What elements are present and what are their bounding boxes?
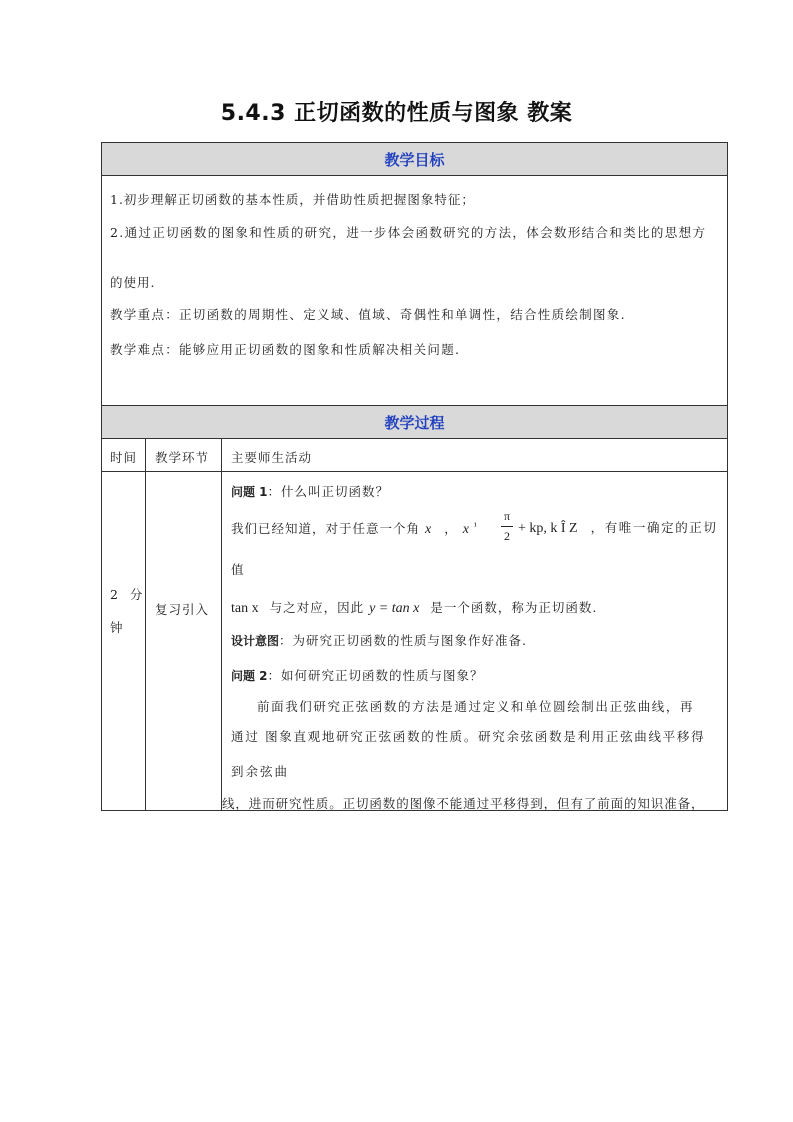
math-x-2: x <box>462 522 469 537</box>
goal-line-1: 1.初步理解正切函数的基本性质，并借助性质把握图象特征； <box>110 192 475 207</box>
definition-line-b <box>518 518 718 537</box>
math-tan-x: tan x <box>231 601 259 616</box>
col-divider-1 <box>145 438 146 811</box>
goals-box <box>101 175 728 406</box>
fraction-bar <box>501 526 513 527</box>
question-2-label: 问题 2 <box>231 669 268 683</box>
process-table <box>101 438 728 811</box>
function-text-a: 与之对应，因此 <box>269 600 365 615</box>
key-point: 教学重点：正切函数的周期性、定义域、值域、奇偶性和单调性，结合性质绘制图象. <box>110 307 626 322</box>
definition-line <box>231 519 477 538</box>
page-title: 5.4.3 正切函数的性质与图象 教案 <box>220 101 573 126</box>
math-y-eq-tan-x: y = tan x <box>369 601 420 616</box>
definition-text-b: ，有唯一确定的正切 <box>590 520 718 535</box>
design-intent-text: ：为研究正切函数的性质与图象作好准备. <box>279 633 527 648</box>
math-comma: ， <box>444 521 458 536</box>
design-intent-label: 设计意图 <box>231 634 280 648</box>
process-header: 教学过程 <box>101 405 728 439</box>
definition-text-a: 我们已经知道，对于任意一个角 <box>231 521 421 536</box>
function-line <box>231 598 597 617</box>
paragraph-line-3: 到余弦曲 <box>231 764 290 779</box>
fraction-numerator: π <box>503 509 511 523</box>
definition-line-value: 值 <box>231 562 245 577</box>
function-text-b: 是一个函数，称为正切函数. <box>430 600 598 615</box>
fraction-denominator: 2 <box>504 529 510 543</box>
goal-line-3: 的使用. <box>110 275 156 290</box>
time-cell: 2 分 <box>110 587 147 602</box>
question-1-label: 问题 1 <box>231 485 268 499</box>
paragraph-line-1: 前面我们研究正弦函数的方法是通过定义和单位圆绘制出正弦曲线，再 <box>257 699 695 714</box>
question-2-text: ：如何研究正切函数的性质与图象？ <box>267 668 484 683</box>
math-x: x <box>425 522 432 537</box>
time-cell-2: 钟 <box>110 620 124 635</box>
column-header-divider <box>101 471 728 472</box>
question-1 <box>231 482 389 500</box>
stage-cell: 复习引入 <box>155 602 210 617</box>
math-not-equal: ¹ <box>473 521 477 532</box>
difficult-point: 教学难点：能够应用正切函数的图象和性质解决相关问题. <box>110 342 461 357</box>
paragraph-line-4: 线，进而研究性质。正切函数的图像不能通过平移得到，但有了前面的知识准备， <box>222 796 705 811</box>
math-k-pi: + kp, k Î Z <box>518 521 578 536</box>
col-divider-2 <box>221 438 222 811</box>
col-header-activity: 主要师生活动 <box>231 450 313 465</box>
paragraph-line-2: 通过 图象直观地研究正弦函数的性质。研究余弦函数是利用正弦曲线平移得 <box>231 729 706 744</box>
question-1-text: ：什么叫正切函数？ <box>267 484 390 499</box>
goal-line-2: 2.通过正切函数的图象和性质的研究，进一步体会函数研究的方法，体会数形结合和类比的思想方 <box>110 225 707 240</box>
question-2 <box>231 666 484 684</box>
col-header-time: 时间 <box>110 450 138 465</box>
col-header-stage: 教学环节 <box>155 450 210 465</box>
goals-header: 教学目标 <box>101 142 728 176</box>
design-intent <box>231 631 527 649</box>
